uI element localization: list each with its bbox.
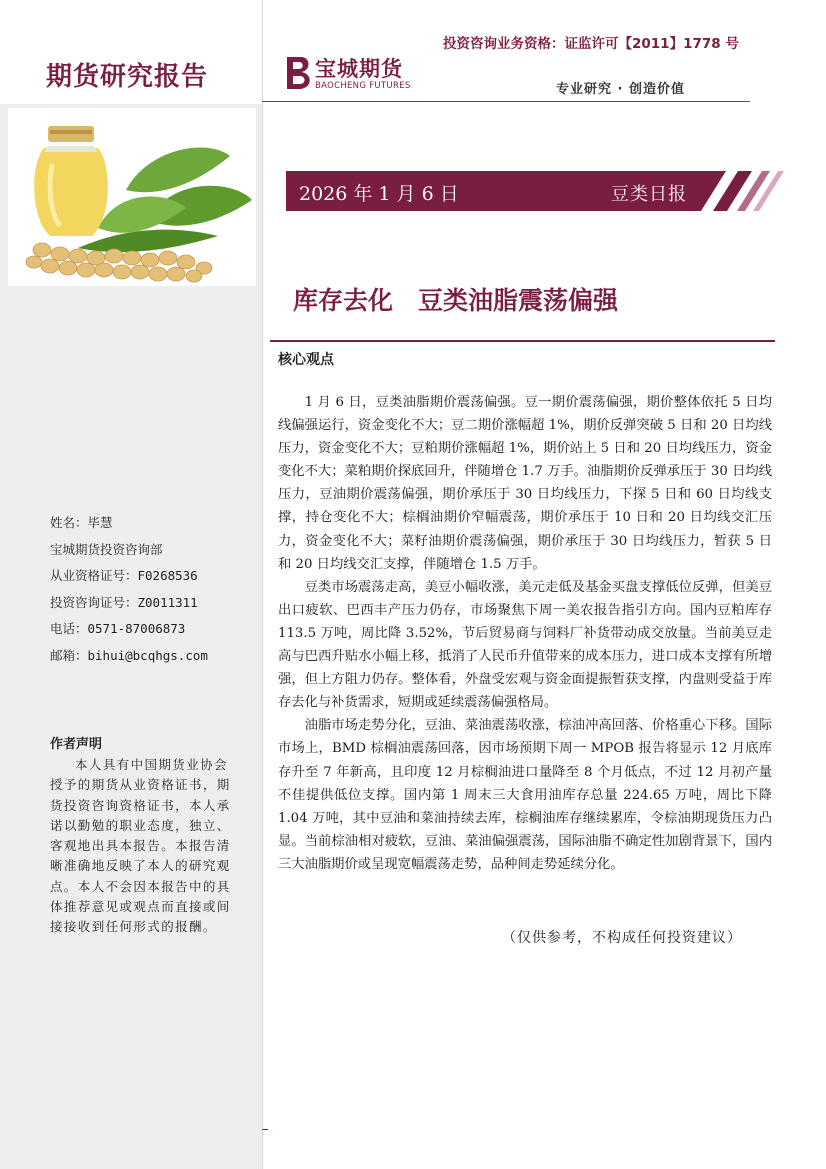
company-logo	[283, 53, 423, 95]
author-department: 宝城期货投资咨询部	[50, 541, 163, 557]
logo-mark-icon	[283, 53, 313, 93]
logo-name-cn: 宝城期货	[315, 57, 403, 81]
slogan: 专业研究 · 创造价值	[556, 82, 685, 97]
title-divider	[270, 340, 775, 342]
footer-mark	[262, 1129, 268, 1130]
paragraph-oils-market: 油脂市场走势分化，豆油、菜油震荡收涨，棕油冲高回落、价格重心下移。国际市场上，BMD 棕榈油震荡回落，因市场预期下周一 MPOB 报告将显示 12 月底库存升至 7 年新高，且印度 12 月棕榈油进口量降至 8 个月低点，不过 12 月初产量不佳提供低位支撑。国内第 1 周末三大食用油库存总量 224.65 万吨，周比下降 1.04 万吨，其中豆油和菜油持续去库，棕榈油库存继续累库，令棕油期现货压力凸显。当前棕油相对疲软，豆油、菜油偏强震荡，国际油脂不确定性加剧背景下，国内三大油脂期价或呈现宽幅震荡走势，品种间走势延续分化。	[278, 718, 772, 872]
consulting-certificate-number: 投资咨询证号：Z0011311	[50, 594, 198, 610]
disclaimer: （仅供参考，不构成任何投资建议）	[502, 930, 742, 946]
author-name: 姓名：毕慧	[50, 515, 113, 530]
paragraph-market-overview: 1 月 6 日，豆类油脂期价震荡偏强。豆一期价震荡偏强，期价整体依托 5 日均线偏强运行，资金变化不大；豆二期价涨幅超 1%，期价反弹突破 5 日和 20 日均线压力，资金变化不大；豆粕期价涨幅超 1%，期价站上 5 日和 20 日均线压力，资金变化不大；菜粕期价探底回升，伴随增仓 1.7 万手。油脂期价反弹承压于 30 日均线压力，豆油期价震荡偏强，期价承压于 30 日均线压力，下探 5 日和 60 日均线支撑，持仓变化不大；棕榈油期价窄幅震荡，期价承压于 10 日和 20 日均线交汇压力，资金变化不大；菜籽油期价震荡偏强，期价承压于 30 日均线压力，暂获 5 日和 20 日均线交汇支撑，伴随增仓 1.5 万手。	[278, 395, 772, 572]
author-email: 邮箱：bihui@bcqhgs.com	[50, 647, 208, 663]
article-body	[278, 391, 772, 876]
declaration-title: 作者声明	[50, 737, 103, 752]
report-category: 豆类日报	[611, 184, 687, 205]
soybean-oil-photo	[8, 108, 256, 286]
author-phone: 电话：0571-87006873	[50, 621, 186, 636]
header-divider	[262, 101, 750, 102]
soybean-oil-illustration	[8, 108, 256, 286]
author-contact	[50, 510, 208, 669]
report-type-label: 期货研究报告	[46, 62, 209, 92]
section-title: 核心观点	[278, 352, 334, 368]
report-date: 2026 年 1 月 6 日	[299, 183, 459, 205]
declaration-body: 本人具有中国期货业协会授予的期货从业资格证书，期货投资咨询资格证书，本人承诺以勤勉的职业态度，独立、客观地出具本报告。本报告清晰准确地反映了本人的研究观点。本人不会因本报告中的具体推荐意见或观点而直接或间接接收到任何形式的报酬。	[50, 757, 231, 935]
qualification-number: 从业资格证号：F0268536	[50, 568, 198, 583]
paragraph-soybean-market: 豆类市场震荡走高，美豆小幅收涨，美元走低及基金买盘支撑低位反弹，但美豆出口疲软、巴西丰产压力仍存，市场聚焦下周一美农报告指引方向。国内豆粕库存 113.5 万吨，周比降 3.52%，节后贸易商与饲料厂补货带动成交放量。当前美豆走高与巴西升贴水小幅上移，抵消了人民币升值带来的成本压力，进口成本支撑有所增强，但上方阻力仍存。整体看，外盘受宏观与资金面提振暂获支撑，内盘则受益于库存去化与补货需求，短期或延续震荡偏强格局。	[278, 579, 772, 711]
credential-line: 投资咨询业务资格：证监许可【2011】1778 号	[443, 36, 739, 52]
logo-name-en: BAOCHENG FUTURES	[315, 81, 411, 91]
report-title: 库存去化 豆类油脂震荡偏强	[293, 286, 619, 315]
